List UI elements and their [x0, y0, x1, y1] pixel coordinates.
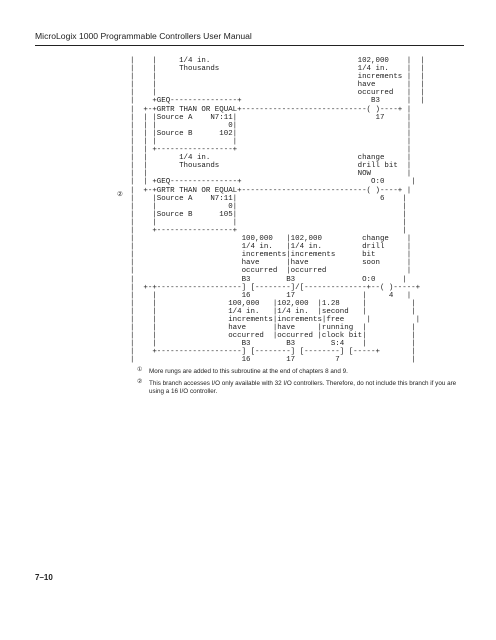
ladder-logic-diagram: | | 1/4 in. 102,000 | | | | Thousands 1/4 in. | | | | increments | | | | have | | | | occurred | | | +GEQ---------------+ B3 | | | +-+GRTR THAN OR EQUAL+----------------------------( )----+ | | | |Source A N7:11| 17 | | | | 0| | | | |Source B 102| | | | | | | | | +-----------------+ | | | 1/4 in. change | | | Thousands drill bit | | | NOW | | | +GEQ---------------+ O:0 | | +-+GRTR THAN OR EQUAL+----------------------------( )----+ | | |Source A N7:11| 6 | | | 0| | | |Source B 105| | | | | | | +-----------------+ | | 100,000 |102,000 change | | 1/4 in. |1/4 in. drill | | increments|increments bit | | have |have soon | | occurred |occurred | | B3 B3 O:0 | | +-+-------------------] [--------]/[--------------+--( )-----+ | | 16 17 | 4 | | | 100,000 |102,000 |1.28 | | | | 1/4 in. |1/4 in. |second | | | | increments|increments|free | | | | have |have |running | | | | occurred |occurred |clock bit| | | | B3 B3 S:4 | | | +-------------------] [--------] [--------] [-----+ | | 16 17 7 |	[130, 57, 425, 365]
footnote-1-number: ①	[137, 367, 143, 373]
page-header-title: MicroLogix 1000 Programmable Controllers User Manual	[35, 31, 252, 41]
footnote-2-text: This branch accesses I/O only available with 32 I/O controllers. Therefore, do not include this branch if you are using a 16 I/O controller.	[149, 380, 457, 396]
footnote-1-text: More rungs are added to this subroutine at the end of chapters 8 and 9.	[149, 368, 348, 375]
branch-footnote-marker: ②	[117, 191, 123, 198]
header-rule	[35, 45, 464, 46]
footnote-2-number: ②	[137, 379, 143, 385]
page-number: 7–10	[35, 573, 53, 582]
